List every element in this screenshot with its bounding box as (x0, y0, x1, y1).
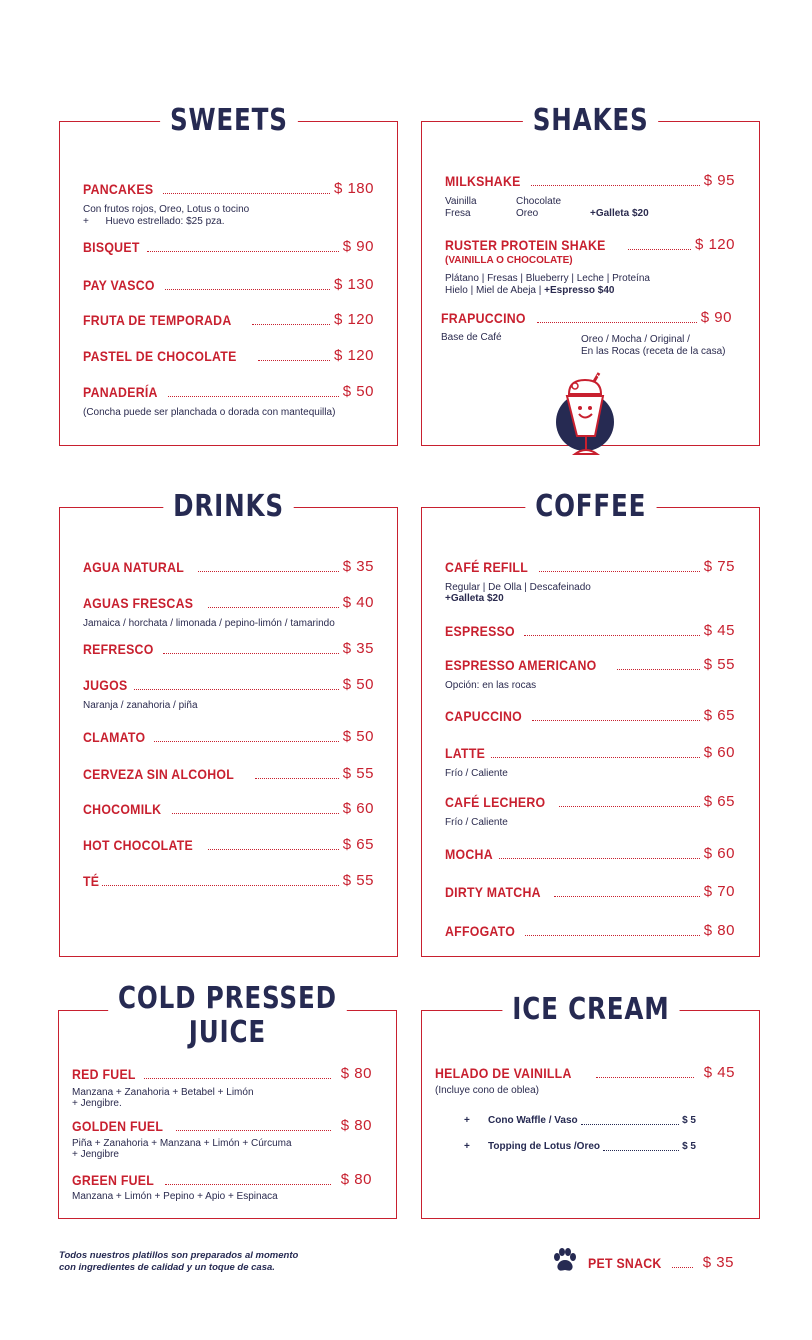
item-description: Piña + Zanahoria + Manzana + Limón + Cúrcuma (72, 1138, 292, 1149)
milkshake-mascot-icon (555, 370, 617, 462)
item-description: Con frutos rojos, Oreo, Lotus o tocino (83, 204, 250, 215)
menu-item: CAPUCCINO $ 65 (445, 707, 735, 724)
item-description: Manzana + Limón + Pepino + Apio + Espinaca (72, 1191, 278, 1202)
item-description: +Galleta $20 (445, 593, 504, 604)
menu-item: TÉ $ 55 (83, 872, 374, 889)
menu-item: AFFOGATO $ 80 (445, 922, 735, 939)
menu-item: REFRESCO $ 35 (83, 640, 374, 657)
menu-item: FRUTA DE TEMPORADA $ 120 (83, 311, 374, 328)
menu-item: ESPRESSO $ 45 (445, 622, 735, 639)
menu-item: AGUA NATURAL $ 35 (83, 558, 374, 575)
menu-item: BISQUET $ 90 (83, 238, 374, 255)
menu-item: PANADERÍA $ 50 (83, 383, 374, 400)
paw-icon (551, 1248, 579, 1274)
juice-title: COLD PRESSED JUICE (108, 982, 346, 1050)
shakes-title: SHAKES (523, 104, 659, 138)
item-description: En las Rocas (receta de la casa) (581, 346, 726, 357)
option-text: +Galleta $20 (590, 208, 649, 219)
item-description: + Jengibre (72, 1149, 119, 1160)
menu-item: CAFÉ LECHERO $ 65 (445, 793, 735, 810)
item-description: Frío / Caliente (445, 817, 508, 828)
item-description: (Concha puede ser planchada o dorada con mantequilla) (83, 407, 336, 418)
coffee-title: COFFEE (525, 490, 656, 524)
item-description: + Huevo estrellado: $25 pza. (83, 216, 225, 227)
drinks-title: DRINKS (163, 490, 293, 524)
menu-item: MOCHA $ 60 (445, 845, 735, 862)
menu-item: HOT CHOCOLATE $ 65 (83, 836, 374, 853)
option-text: Chocolate (516, 196, 562, 207)
menu-item: GREEN FUEL $ 80 (72, 1171, 372, 1188)
item-description: Oreo / Mocha / Original / (581, 334, 690, 345)
item-description: Opción: en las rocas (445, 680, 537, 691)
sweets-title: SWEETS (160, 104, 298, 138)
menu-item: CLAMATO $ 50 (83, 728, 374, 745)
item-description: Regular | De Olla | Descafeinado (445, 582, 591, 593)
icecream-title: ICE CREAM (502, 993, 679, 1027)
extra-item: + Cono Waffle / Vaso $ 5 (464, 1115, 696, 1126)
item-description: Naranja / zanahoria / piña (83, 700, 198, 711)
item-description: Jamaica / horchata / limonada / pepino-limón / tamarindo (83, 618, 335, 629)
menu-item: CHOCOMILK $ 60 (83, 800, 374, 817)
menu-item: MILKSHAKE $ 95 (445, 172, 735, 189)
menu-item: CERVEZA SIN ALCOHOL $ 55 (83, 765, 374, 782)
menu-item: RUSTER PROTEIN SHAKE $ 120 (445, 236, 735, 253)
menu-item: PASTEL DE CHOCOLATE $ 120 (83, 347, 374, 364)
menu-item: PANCAKES $ 180 (83, 180, 374, 197)
item-description: Base de Café (441, 332, 502, 343)
menu-item: PAY VASCO $ 130 (83, 276, 374, 293)
menu-item: ESPRESSO AMERICANO $ 55 (445, 656, 735, 673)
menu-item: LATTE $ 60 (445, 744, 735, 761)
item-description: Frío / Caliente (445, 768, 508, 779)
menu-item: FRAPUCCINO $ 90 (441, 309, 732, 326)
menu-item: AGUAS FRESCAS $ 40 (83, 594, 374, 611)
item-description: (Incluye cono de oblea) (435, 1085, 539, 1096)
option-text: Fresa (445, 208, 471, 219)
menu-item: CAFÉ REFILL $ 75 (445, 558, 735, 575)
menu-item: RED FUEL $ 80 (72, 1065, 372, 1082)
extra-item: + Topping de Lotus /Oreo $ 5 (464, 1141, 696, 1152)
item-description: Manzana + Zanahoria + Betabel + Limón (72, 1087, 254, 1098)
menu-item: GOLDEN FUEL $ 80 (72, 1117, 372, 1134)
option-text: Vainilla (445, 196, 477, 207)
item-description: + Jengibre. (72, 1098, 122, 1109)
menu-item: JUGOS $ 50 (83, 676, 374, 693)
pet-snack-item: PET SNACK $ 35 (588, 1254, 734, 1271)
item-description: Plátano | Fresas | Blueberry | Leche | Proteína (445, 273, 650, 284)
item-description: Hielo | Miel de Abeja | +Espresso $40 (445, 285, 615, 296)
menu-item: HELADO DE VAINILLA $ 45 (435, 1064, 735, 1081)
menu-item: DIRTY MATCHA $ 70 (445, 883, 735, 900)
item-subtitle: (VAINILLA O CHOCOLATE) (445, 255, 573, 266)
option-text: Oreo (516, 208, 539, 219)
footer-note: Todos nuestros platillos son preparados al momento con ingredientes de calidad y un toque de casa. (59, 1250, 299, 1273)
